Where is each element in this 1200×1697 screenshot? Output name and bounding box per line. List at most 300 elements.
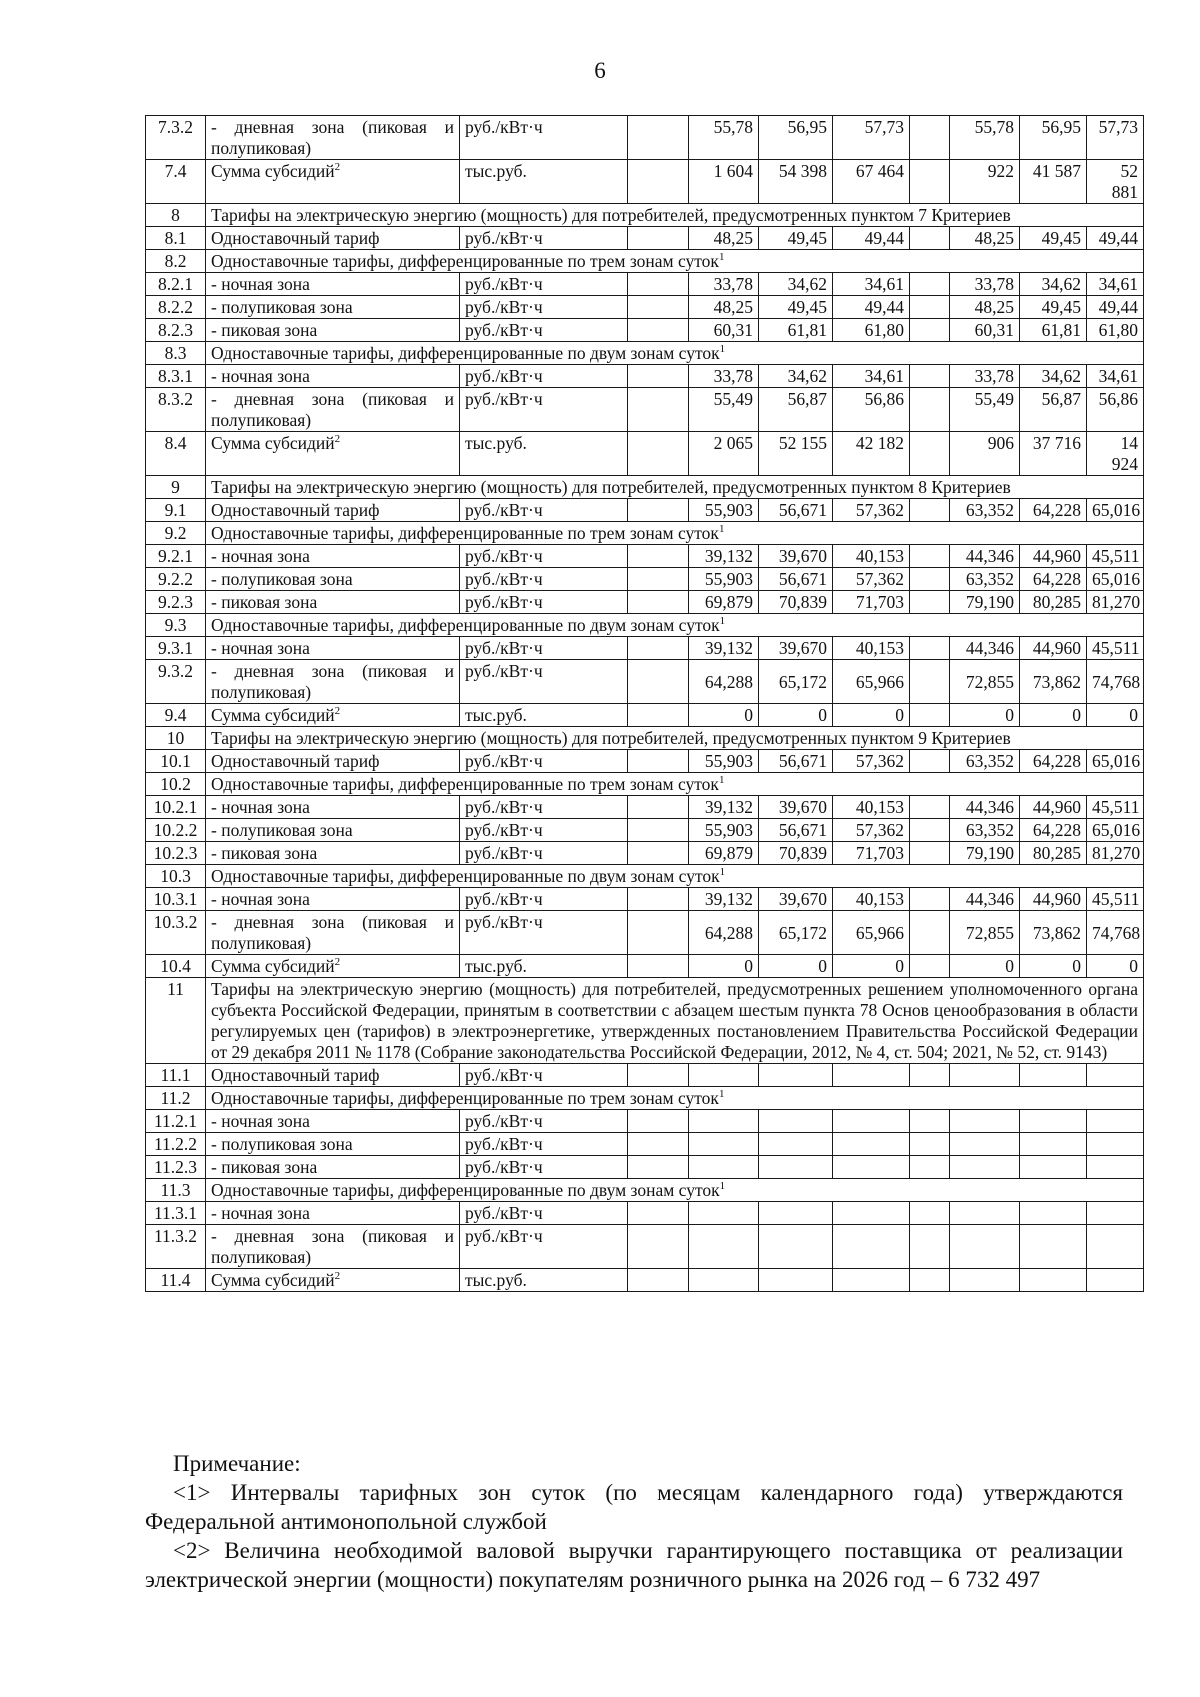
row-name: [206, 1269, 460, 1292]
value-cell: 44,346: [950, 796, 1020, 819]
value-cell: [833, 1156, 910, 1179]
value-cell: 67 464: [833, 160, 910, 204]
row-name-text: Одноставочный тариф: [211, 500, 380, 520]
value-cell: 57,362: [833, 499, 910, 522]
value-cell: 906: [950, 432, 1020, 476]
value-cell: 44,346: [950, 545, 1020, 568]
row-name: [206, 704, 460, 727]
row-number: 8.3.2: [146, 388, 206, 432]
value-cell: 48,25: [689, 296, 759, 319]
row-name: [206, 545, 460, 568]
subsection-row: [146, 865, 1144, 888]
value-cell: [833, 1064, 910, 1087]
value-cell: 55,903: [689, 819, 759, 842]
value-cell: 57,362: [833, 568, 910, 591]
row-name-text: Сумма субсидий: [211, 433, 335, 453]
value-cell: 63,352: [950, 750, 1020, 773]
row-name-text: - ночная зона: [211, 889, 310, 909]
row-unit: руб./кВт·ч: [460, 819, 628, 842]
value-cell: 65,172: [759, 911, 833, 955]
value-cell: 34,62: [1020, 365, 1087, 388]
value-cell: 63,352: [950, 499, 1020, 522]
section-header-row: [146, 204, 1144, 227]
value-cell: 40,153: [833, 888, 910, 911]
value-cell: 72,855: [950, 660, 1020, 704]
value-cell: [910, 750, 950, 773]
value-cell: [759, 1156, 833, 1179]
value-cell: 65,016: [1087, 750, 1144, 773]
row-number: 9.2: [146, 522, 206, 545]
row-unit: руб./кВт·ч: [460, 388, 628, 432]
table-row: [146, 160, 1144, 204]
row-number: 11.4: [146, 1269, 206, 1292]
table-row: [146, 319, 1144, 342]
value-cell: [833, 1110, 910, 1133]
row-number: 10.3.1: [146, 888, 206, 911]
value-cell: [628, 545, 689, 568]
value-cell: 34,61: [1087, 365, 1144, 388]
row-number: 8: [146, 204, 206, 227]
note-1: <1> Интервалы тарифных зон суток (по месяцам календарного года) утверждаются Федеральной антимонопольной службой: [145, 1480, 1123, 1534]
value-cell: [628, 568, 689, 591]
value-cell: [910, 955, 950, 978]
value-cell: [910, 388, 950, 432]
value-cell: 39,132: [689, 888, 759, 911]
row-name-text: - полупиковая зона: [211, 297, 353, 317]
row-number: 9.3.1: [146, 637, 206, 660]
value-cell: [910, 1156, 950, 1179]
value-cell: [689, 1269, 759, 1292]
row-number: 11.1: [146, 1064, 206, 1087]
value-cell: 56,86: [833, 388, 910, 432]
value-cell: 64,288: [689, 660, 759, 704]
table-row: [146, 591, 1144, 614]
row-name-text: - полупиковая зона: [211, 1134, 353, 1154]
row-name-text: Сумма субсидий: [211, 161, 335, 181]
value-cell: [689, 1064, 759, 1087]
value-cell: [910, 296, 950, 319]
value-cell: 61,80: [833, 319, 910, 342]
value-cell: 65,966: [833, 911, 910, 955]
value-cell: [910, 1269, 950, 1292]
value-cell: 0: [1087, 955, 1144, 978]
value-cell: 49,45: [1020, 296, 1087, 319]
subsection-row: [146, 522, 1144, 545]
value-cell: 55,78: [950, 116, 1020, 160]
value-cell: 39,132: [689, 637, 759, 660]
value-cell: 34,62: [759, 365, 833, 388]
value-cell: [1020, 1269, 1087, 1292]
row-number: 7.3.2: [146, 116, 206, 160]
value-cell: 74,768: [1087, 911, 1144, 955]
value-cell: 56,671: [759, 750, 833, 773]
table-row: [146, 388, 1144, 432]
value-cell: 70,839: [759, 842, 833, 865]
row-name-text: - полупиковая зона: [211, 569, 353, 589]
value-cell: 49,45: [1020, 227, 1087, 250]
section-text: Тарифы на электрическую энергию (мощность) для потребителей, предусмотренных решением уполномоченного органа субъекта Российской Федерации, принятым в соответствии с абзацем шестым пункта 78 Основ ценообразования в области регулируемых цен (тарифов) в электроэнергетике, утвержденных постановлением Правительства Российской Федерации от 29 декабря 2011 № 1178 (Собрание законодательства Российской Федерации, 2012, № 4, ст. 504; 2021, № 52, ст. 9143): [211, 979, 1138, 1062]
row-unit: руб./кВт·ч: [460, 365, 628, 388]
value-cell: 55,49: [950, 388, 1020, 432]
row-name: [206, 1064, 460, 1087]
row-name-text: Сумма субсидий: [211, 1270, 335, 1290]
value-cell: 14 924: [1087, 432, 1144, 476]
footnote-ref: 1: [718, 251, 725, 264]
value-cell: 33,78: [689, 273, 759, 296]
table-row: [146, 116, 1144, 160]
value-cell: 56,87: [759, 388, 833, 432]
value-cell: [950, 1156, 1020, 1179]
row-number: 9.1: [146, 499, 206, 522]
row-number: 10.1: [146, 750, 206, 773]
table-row: [146, 227, 1144, 250]
value-cell: [628, 1110, 689, 1133]
value-cell: 65,172: [759, 660, 833, 704]
value-cell: 0: [689, 704, 759, 727]
value-cell: [628, 955, 689, 978]
table-row: [146, 1110, 1144, 1133]
row-name: [206, 1225, 460, 1269]
row-name-text: - полупиковая зона: [211, 820, 353, 840]
row-number: 8.4: [146, 432, 206, 476]
value-cell: [628, 819, 689, 842]
subsection-title: [206, 250, 1144, 273]
page-number: 6: [594, 58, 606, 83]
row-unit: руб./кВт·ч: [460, 637, 628, 660]
note-2: <2> Величина необходимой валовой выручки гарантирующего поставщика от реализации электрической энергии (мощности) покупателям розничного рынка на 2026 год – 6 732 497: [145, 1538, 1123, 1592]
value-cell: [628, 365, 689, 388]
value-cell: 49,44: [1087, 227, 1144, 250]
row-name-text: - пиковая зона: [211, 320, 318, 340]
row-number: 9.2.1: [146, 545, 206, 568]
row-number: 11.2.3: [146, 1156, 206, 1179]
table-row: [146, 819, 1144, 842]
value-cell: [759, 1269, 833, 1292]
row-name-text: - ночная зона: [211, 638, 310, 658]
row-name: [206, 660, 460, 704]
subsection-title: [206, 1179, 1144, 1202]
subsection-row: [146, 1179, 1144, 1202]
row-name: [206, 842, 460, 865]
value-cell: 44,960: [1020, 888, 1087, 911]
table-row: [146, 1269, 1144, 1292]
row-number: 11: [146, 978, 206, 1064]
table-row: [146, 1133, 1144, 1156]
value-cell: [910, 432, 950, 476]
value-cell: 79,190: [950, 842, 1020, 865]
value-cell: 39,132: [689, 796, 759, 819]
row-number: 10.3: [146, 865, 206, 888]
row-name: [206, 911, 460, 955]
value-cell: [628, 388, 689, 432]
row-name-text: Одноставочный тариф: [211, 228, 380, 248]
subsection-row: [146, 1087, 1144, 1110]
value-cell: 33,78: [950, 273, 1020, 296]
value-cell: [910, 1064, 950, 1087]
table-row: [146, 888, 1144, 911]
table-row: [146, 750, 1144, 773]
table-row: [146, 911, 1144, 955]
value-cell: 55,903: [689, 750, 759, 773]
value-cell: 60,31: [689, 319, 759, 342]
value-cell: 54 398: [759, 160, 833, 204]
value-cell: [910, 227, 950, 250]
notes-section: [145, 1449, 1123, 1594]
subsection-title: [206, 865, 1144, 888]
value-cell: [833, 1133, 910, 1156]
row-number: 10.4: [146, 955, 206, 978]
footnote-ref: 1: [718, 523, 725, 536]
subsection-row: [146, 773, 1144, 796]
value-cell: [628, 660, 689, 704]
value-cell: 39,670: [759, 637, 833, 660]
row-name: [206, 819, 460, 842]
value-cell: 56,86: [1087, 388, 1144, 432]
subsection-row: [146, 342, 1144, 365]
value-cell: 39,670: [759, 888, 833, 911]
value-cell: [628, 273, 689, 296]
value-cell: 0: [1020, 955, 1087, 978]
row-name-text: Сумма субсидий: [211, 705, 335, 725]
value-cell: 71,703: [833, 842, 910, 865]
row-number: 10: [146, 727, 206, 750]
row-unit: руб./кВт·ч: [460, 911, 628, 955]
value-cell: [628, 296, 689, 319]
table-row: [146, 1202, 1144, 1225]
value-cell: 65,966: [833, 660, 910, 704]
row-number: 11.2.1: [146, 1110, 206, 1133]
value-cell: 44,960: [1020, 545, 1087, 568]
value-cell: 80,285: [1020, 842, 1087, 865]
value-cell: [628, 842, 689, 865]
value-cell: 34,61: [833, 273, 910, 296]
table-row: [146, 637, 1144, 660]
value-cell: [910, 365, 950, 388]
value-cell: [628, 227, 689, 250]
value-cell: 57,362: [833, 750, 910, 773]
value-cell: [950, 1110, 1020, 1133]
section-title: [206, 476, 1144, 499]
row-unit: тыс.руб.: [460, 704, 628, 727]
section-header-row: [146, 727, 1144, 750]
value-cell: [1087, 1225, 1144, 1269]
value-cell: 64,228: [1020, 499, 1087, 522]
tariff-table: [145, 115, 1144, 1292]
table-row: [146, 1225, 1144, 1269]
table-row: [146, 545, 1144, 568]
value-cell: [628, 637, 689, 660]
value-cell: 44,346: [950, 637, 1020, 660]
value-cell: [628, 704, 689, 727]
value-cell: [759, 1110, 833, 1133]
row-number: 10.2.2: [146, 819, 206, 842]
row-unit: руб./кВт·ч: [460, 227, 628, 250]
table-row: [146, 365, 1144, 388]
section-header-row: [146, 978, 1144, 1064]
row-name-text: - дневная зона (пиковая и полупиковая): [211, 389, 454, 430]
row-number: 10.2.1: [146, 796, 206, 819]
value-cell: [628, 1133, 689, 1156]
row-name-text: Сумма субсидий: [211, 956, 335, 976]
row-name-text: Одноставочный тариф: [211, 751, 380, 771]
value-cell: 64,228: [1020, 568, 1087, 591]
value-cell: [689, 1202, 759, 1225]
value-cell: [910, 637, 950, 660]
row-number: 8.1: [146, 227, 206, 250]
row-name-text: - пиковая зона: [211, 592, 318, 612]
section-text: Одноставочные тарифы, дифференцированные по трем зонам суток: [211, 251, 719, 271]
row-unit: руб./кВт·ч: [460, 296, 628, 319]
section-text: Одноставочные тарифы, дифференцированные по двум зонам суток: [211, 343, 720, 363]
footnote-ref: 2: [334, 705, 341, 718]
value-cell: 64,228: [1020, 819, 1087, 842]
row-unit: руб./кВт·ч: [460, 1202, 628, 1225]
row-name-text: - пиковая зона: [211, 843, 318, 863]
footnote-ref: 2: [334, 956, 341, 969]
value-cell: 73,862: [1020, 911, 1087, 955]
value-cell: 39,132: [689, 545, 759, 568]
value-cell: 56,95: [1020, 116, 1087, 160]
row-number: 7.4: [146, 160, 206, 204]
value-cell: 48,25: [689, 227, 759, 250]
value-cell: [1020, 1133, 1087, 1156]
value-cell: [1020, 1225, 1087, 1269]
row-name: [206, 365, 460, 388]
row-name-text: - ночная зона: [211, 1111, 310, 1131]
value-cell: [833, 1202, 910, 1225]
row-name-text: - ночная зона: [211, 546, 310, 566]
value-cell: 55,78: [689, 116, 759, 160]
value-cell: 0: [833, 955, 910, 978]
row-name: [206, 1156, 460, 1179]
value-cell: [628, 319, 689, 342]
value-cell: 45,511: [1087, 637, 1144, 660]
value-cell: [910, 842, 950, 865]
row-unit: руб./кВт·ч: [460, 750, 628, 773]
value-cell: [628, 1225, 689, 1269]
subsection-title: [206, 1087, 1144, 1110]
value-cell: [1020, 1156, 1087, 1179]
section-title: [206, 978, 1144, 1064]
value-cell: [1020, 1110, 1087, 1133]
subsection-row: [146, 614, 1144, 637]
value-cell: [628, 750, 689, 773]
row-name: [206, 1202, 460, 1225]
value-cell: [833, 1225, 910, 1269]
section-text: Тарифы на электрическую энергию (мощность) для потребителей, предусмотренных пунктом 9 Критериев: [211, 728, 1011, 748]
value-cell: 0: [759, 955, 833, 978]
footnote-ref: 1: [719, 343, 726, 356]
value-cell: 69,879: [689, 842, 759, 865]
value-cell: [910, 591, 950, 614]
value-cell: 80,285: [1020, 591, 1087, 614]
row-name-text: - дневная зона (пиковая и полупиковая): [211, 912, 454, 953]
value-cell: 56,87: [1020, 388, 1087, 432]
row-name: [206, 888, 460, 911]
table-row: [146, 568, 1144, 591]
table-row: [146, 432, 1144, 476]
row-name: [206, 591, 460, 614]
value-cell: [910, 1225, 950, 1269]
value-cell: 40,153: [833, 796, 910, 819]
value-cell: 65,016: [1087, 499, 1144, 522]
footnote-ref: 1: [719, 615, 726, 628]
row-number: 11.3: [146, 1179, 206, 1202]
value-cell: 0: [1087, 704, 1144, 727]
row-name: [206, 1133, 460, 1156]
row-unit: тыс.руб.: [460, 955, 628, 978]
row-name-text: - пиковая зона: [211, 1157, 318, 1177]
value-cell: 79,190: [950, 591, 1020, 614]
value-cell: [910, 911, 950, 955]
row-number: 9: [146, 476, 206, 499]
value-cell: 45,511: [1087, 545, 1144, 568]
row-name-text: - дневная зона (пиковая и полупиковая): [211, 661, 454, 702]
row-number: 9.3.2: [146, 660, 206, 704]
row-unit: руб./кВт·ч: [460, 842, 628, 865]
section-text: Одноставочные тарифы, дифференцированные по трем зонам суток: [211, 523, 719, 543]
row-unit: руб./кВт·ч: [460, 319, 628, 342]
value-cell: [950, 1225, 1020, 1269]
value-cell: [759, 1202, 833, 1225]
row-name: [206, 955, 460, 978]
row-name: [206, 568, 460, 591]
value-cell: [1087, 1156, 1144, 1179]
value-cell: 48,25: [950, 296, 1020, 319]
value-cell: 39,670: [759, 545, 833, 568]
value-cell: 65,016: [1087, 819, 1144, 842]
value-cell: 52 881: [1087, 160, 1144, 204]
value-cell: 61,80: [1087, 319, 1144, 342]
value-cell: 55,903: [689, 499, 759, 522]
value-cell: [1087, 1064, 1144, 1087]
row-name-text: Одноставочный тариф: [211, 1065, 380, 1085]
table-row: [146, 1064, 1144, 1087]
row-number: 10.3.2: [146, 911, 206, 955]
subsection-title: [206, 522, 1144, 545]
value-cell: [689, 1225, 759, 1269]
row-number: 8.3: [146, 342, 206, 365]
row-unit: руб./кВт·ч: [460, 273, 628, 296]
row-number: 8.2.3: [146, 319, 206, 342]
value-cell: [950, 1133, 1020, 1156]
value-cell: 63,352: [950, 819, 1020, 842]
value-cell: [1020, 1202, 1087, 1225]
row-name: [206, 637, 460, 660]
subsection-title: [206, 614, 1144, 637]
footnote-ref: 1: [718, 1088, 725, 1101]
row-name: [206, 796, 460, 819]
footnote-ref: 1: [718, 774, 725, 787]
subsection-title: [206, 773, 1144, 796]
row-number: 10.2.3: [146, 842, 206, 865]
value-cell: [833, 1269, 910, 1292]
value-cell: 41 587: [1020, 160, 1087, 204]
value-cell: 64,288: [689, 911, 759, 955]
value-cell: 39,670: [759, 796, 833, 819]
subsection-row: [146, 250, 1144, 273]
row-name: [206, 388, 460, 432]
value-cell: [910, 545, 950, 568]
row-name-text: - ночная зона: [211, 797, 310, 817]
value-cell: 60,31: [950, 319, 1020, 342]
table-row: [146, 296, 1144, 319]
value-cell: 0: [950, 704, 1020, 727]
value-cell: 81,270: [1087, 842, 1144, 865]
value-cell: [910, 704, 950, 727]
value-cell: [910, 1202, 950, 1225]
row-unit: тыс.руб.: [460, 432, 628, 476]
